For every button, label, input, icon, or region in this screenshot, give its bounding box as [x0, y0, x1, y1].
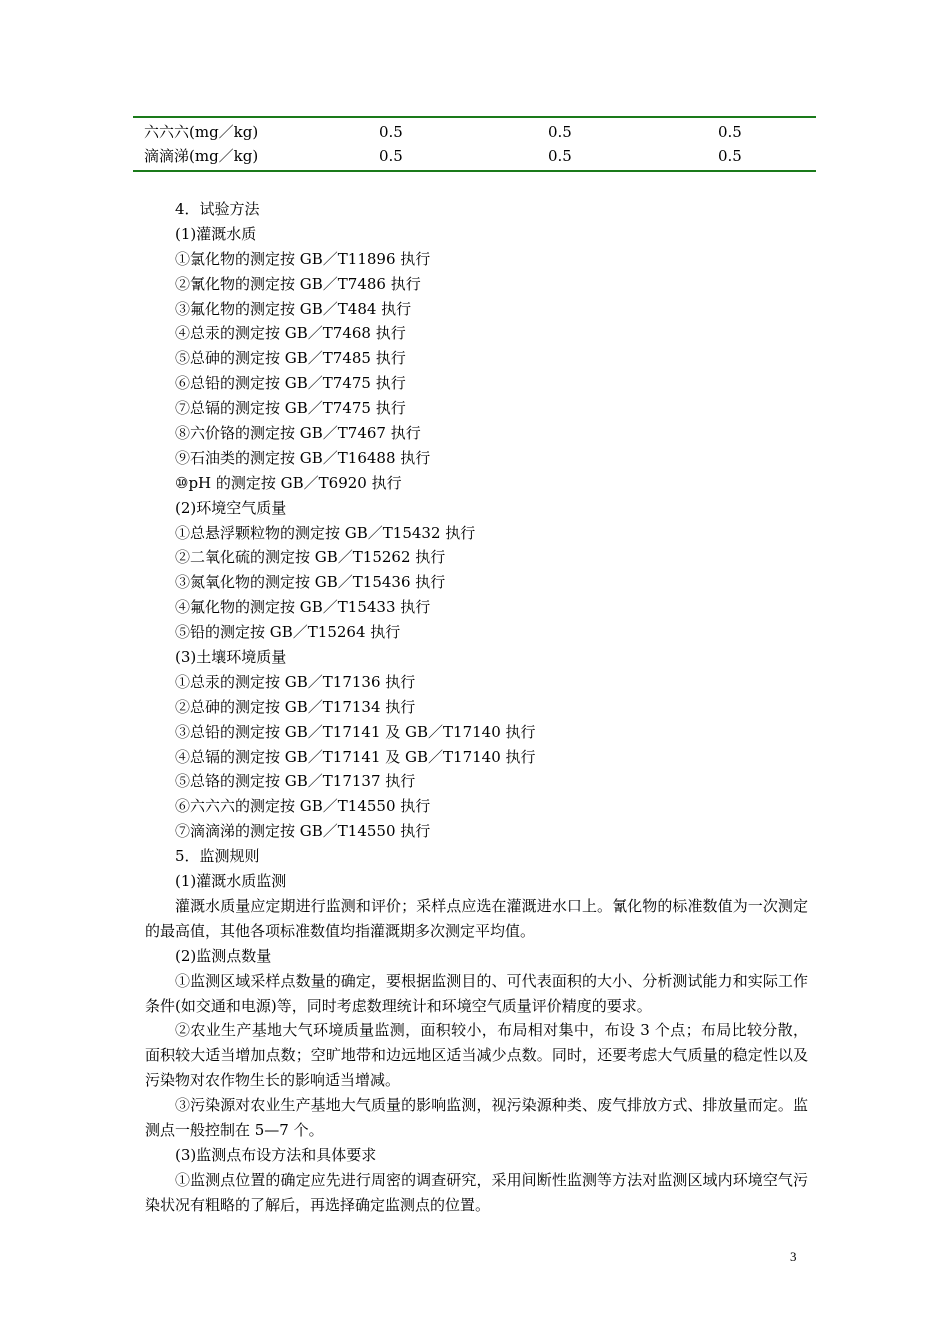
table-cell-value: 0.5: [379, 123, 403, 141]
list-item: ⑨石油类的测定按 GB／T16488 执行: [175, 448, 431, 467]
paragraph: ②农业生产基地大气环境质量监测，面积较小，布局相对集中，布设 3 个点；布局比较分散，面积较大适当增加点数；空旷地带和边远地区适当减少点数。同时，还要考虑大气质量的稳定性以及污染物对农作物生长的影响适当增减。: [145, 1021, 808, 1090]
data-table: [133, 116, 816, 172]
list-item: ⑦滴滴涕的测定按 GB／T14550 执行: [175, 822, 431, 841]
subsection-heading: (2)监测点数量: [175, 946, 272, 965]
list-item: ⑤总砷的测定按 GB／T7485 执行: [175, 349, 406, 368]
paragraph: 灌溉水质量应定期进行监测和评价；采样点应选在灌溉进水口上。氰化物的标准数值为一次测定的最高值，其他各项标准数值均指灌溉期多次测定平均值。: [145, 896, 808, 940]
subsection-heading: (3)监测点布设方法和具体要求: [175, 1145, 377, 1164]
list-item: ①总悬浮颗粒物的测定按 GB／T15432 执行: [175, 523, 476, 542]
table-cell-label: 滴滴涕(mg／kg): [144, 147, 259, 165]
list-item: ③氮氧化物的测定按 GB／T15436 执行: [175, 573, 446, 592]
list-item: ⑦总镉的测定按 GB／T7475 执行: [175, 399, 406, 418]
paragraph: ①监测区域采样点数量的确定，要根据监测目的、可代表面积的大小、分析测试能力和实际工作条件(如交通和电源)等，同时考虑数理统计和环境空气质量评价精度的要求。: [145, 971, 808, 1015]
table-cell-label: 六六六(mg／kg): [144, 123, 259, 141]
page-number: 3: [790, 1249, 797, 1264]
subsection-heading: (3)土壤环境质量: [175, 648, 287, 667]
table-row: [133, 120, 816, 144]
list-item: ⑥总铅的测定按 GB／T7475 执行: [175, 374, 406, 393]
list-item: ②氰化物的测定按 GB／T7486 执行: [175, 274, 421, 293]
table-cell-value: 0.5: [548, 123, 572, 141]
table-cell-value: 0.5: [718, 147, 742, 165]
section-heading: 4．试验方法: [175, 200, 260, 218]
list-item: ②总砷的测定按 GB／T17134 执行: [175, 697, 416, 716]
list-item: ①氯化物的测定按 GB／T11896 执行: [175, 249, 431, 268]
list-item: ③总铅的测定按 GB／T17141 及 GB／T17140 执行: [175, 722, 536, 741]
table-cell-value: 0.5: [548, 147, 572, 165]
list-item: ⑥六六六的测定按 GB／T14550 执行: [175, 797, 431, 816]
list-item: ③氟化物的测定按 GB／T484 执行: [175, 299, 412, 318]
list-item: ⑧六价铬的测定按 GB／T7467 执行: [175, 424, 421, 443]
body-text: [145, 197, 808, 1218]
list-item: ⑩pH 的测定按 GB／T6920 执行: [175, 473, 402, 492]
list-item: ④氟化物的测定按 GB／T15433 执行: [175, 598, 431, 617]
paragraph: ③污染源对农业生产基地大气质量的影响监测，视污染源种类、废气排放方式、排放量而定。监测点一般控制在 5—7 个。: [145, 1096, 808, 1140]
table-cell-value: 0.5: [718, 123, 742, 141]
list-item: ④总镉的测定按 GB／T17141 及 GB／T17140 执行: [175, 747, 536, 766]
section-heading: 5．监测规则: [175, 847, 260, 866]
list-item: ①总汞的测定按 GB／T17136 执行: [175, 672, 416, 691]
table-cell-value: 0.5: [379, 147, 403, 165]
list-item: ⑤铅的测定按 GB／T15264 执行: [175, 623, 401, 642]
list-item: ⑤总铬的测定按 GB／T17137 执行: [175, 772, 416, 791]
table-row: [133, 144, 816, 168]
subsection-heading: (2)环境空气质量: [175, 498, 287, 517]
list-item: ②二氧化硫的测定按 GB／T15262 执行: [175, 548, 446, 567]
paragraph: ①监测点位置的确定应先进行周密的调查研究，采用间断性监测等方法对监测区域内环境空气污染状况有粗略的了解后，再选择确定监测点的位置。: [145, 1170, 808, 1214]
subsection-heading: (1)灌溉水质: [175, 224, 257, 243]
list-item: ④总汞的测定按 GB／T7468 执行: [175, 324, 406, 343]
subsection-heading: (1)灌溉水质监测: [175, 872, 287, 891]
